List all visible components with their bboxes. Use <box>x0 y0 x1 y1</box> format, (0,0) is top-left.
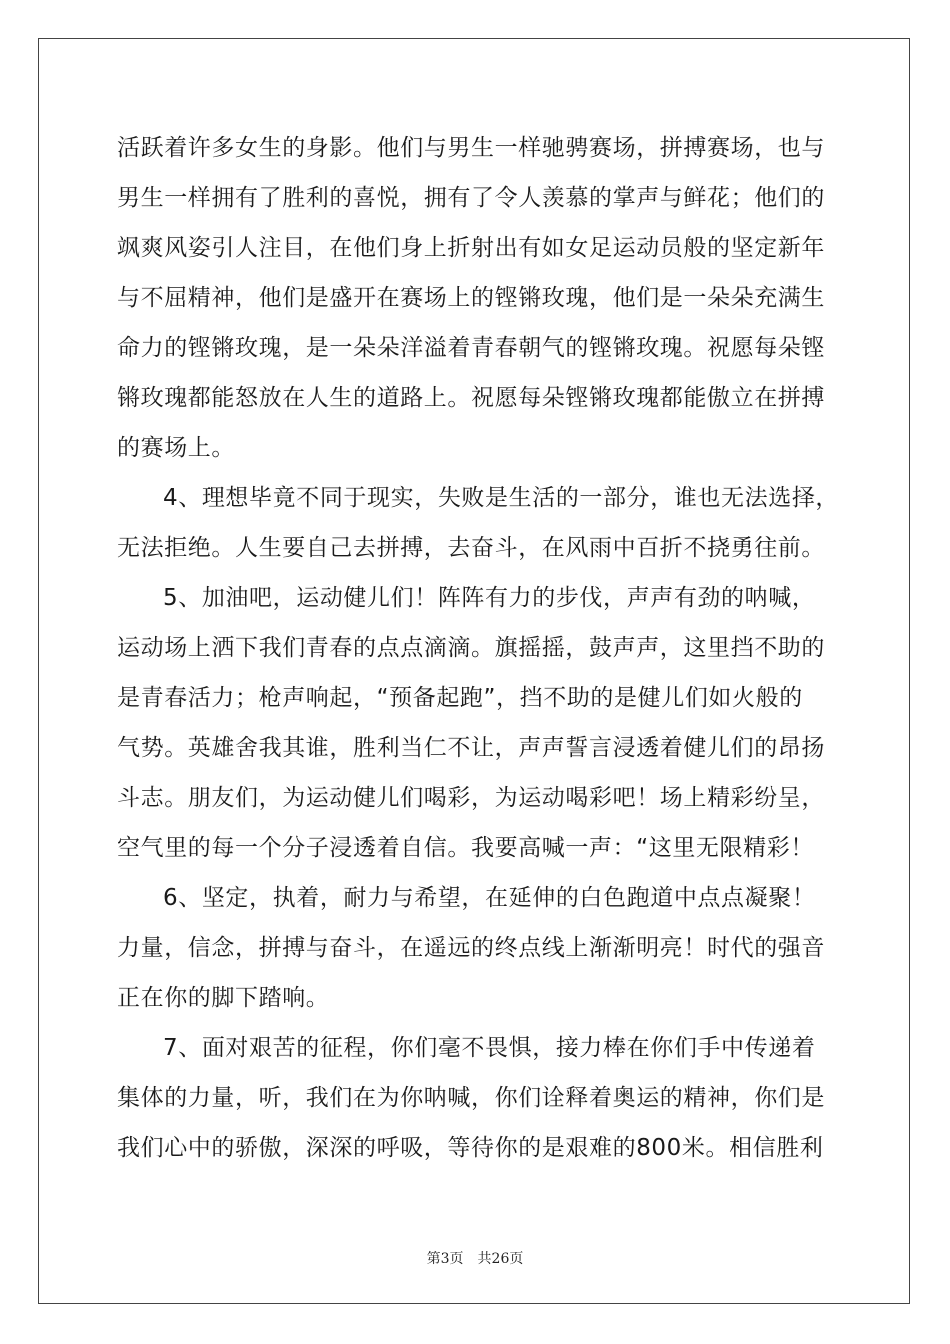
text-line: 男生一样拥有了胜利的喜悦，拥有了令人羡慕的掌声与鲜花；他们的 <box>117 185 825 211</box>
text-line: 集体的力量，听，我们在为你呐喊，你们诠释着奥运的精神，你们是 <box>117 1085 825 1111</box>
text-line: 与不屈精神，他们是盛开在赛场上的铿锵玫瑰，他们是一朵朵充满生 <box>117 285 825 311</box>
text-line: 力量，信念，拼搏与奋斗，在遥远的终点线上渐渐明亮！时代的强音 <box>117 935 825 961</box>
paragraph-7-start: 7、面对艰苦的征程，你们毫不畏惧，接力棒在你们手中传递着 <box>163 1035 816 1061</box>
page-total: 共26页 <box>477 1251 524 1267</box>
text-line: 运动场上洒下我们青春的点点滴滴。旗摇摇，鼓声声，这里挡不助的 <box>117 635 825 661</box>
paragraph-5-start: 5、加油吧，运动健儿们！阵阵有力的步伐，声声有劲的呐喊， <box>163 585 816 611</box>
text-line: 正在你的脚下踏响。 <box>117 985 330 1011</box>
text-line: 命力的铿锵玫瑰，是一朵朵洋溢着青春朝气的铿锵玫瑰。祝愿每朵铿 <box>117 335 825 361</box>
text-line: 活跃着许多女生的身影。他们与男生一样驰骋赛场，拼搏赛场，也与 <box>117 135 825 161</box>
text-line: 锵玫瑰都能怒放在人生的道路上。祝愿每朵铿锵玫瑰都能傲立在拼搏 <box>117 385 825 411</box>
page-number: 第3页 <box>426 1251 464 1267</box>
text-line: 的赛场上。 <box>117 435 235 461</box>
text-line: 飒爽风姿引人注目，在他们身上折射出有如女足运动员般的坚定新年 <box>117 235 825 261</box>
text-line: 是青春活力；枪声响起，“预备起跑”，挡不助的是健儿们如火般的 <box>117 685 803 711</box>
page-border <box>38 38 910 1304</box>
paragraph-6-start: 6、坚定，执着，耐力与希望，在延伸的白色跑道中点点凝聚！ <box>163 885 816 911</box>
text-line: 无法拒绝。人生要自己去拼搏，去奋斗，在风雨中百折不挠勇往前。 <box>117 535 825 561</box>
paragraph-4-start: 4、理想毕竟不同于现实，失败是生活的一部分，谁也无法选择， <box>163 485 840 511</box>
text-line: 斗志。朋友们，为运动健儿们喝彩，为运动喝彩吧！场上精彩纷呈， <box>117 785 825 811</box>
page-footer <box>0 1248 950 1268</box>
text-line: 气势。英雄舍我其谁，胜利当仁不让，声声誓言浸透着健儿们的昂扬 <box>117 735 825 761</box>
text-line: 我们心中的骄傲，深深的呼吸，等待你的是艰难的800米。相信胜利 <box>117 1135 824 1161</box>
text-line: 空气里的每一个分子浸透着自信。我要高喊一声：“这里无限精彩！ <box>117 835 814 861</box>
